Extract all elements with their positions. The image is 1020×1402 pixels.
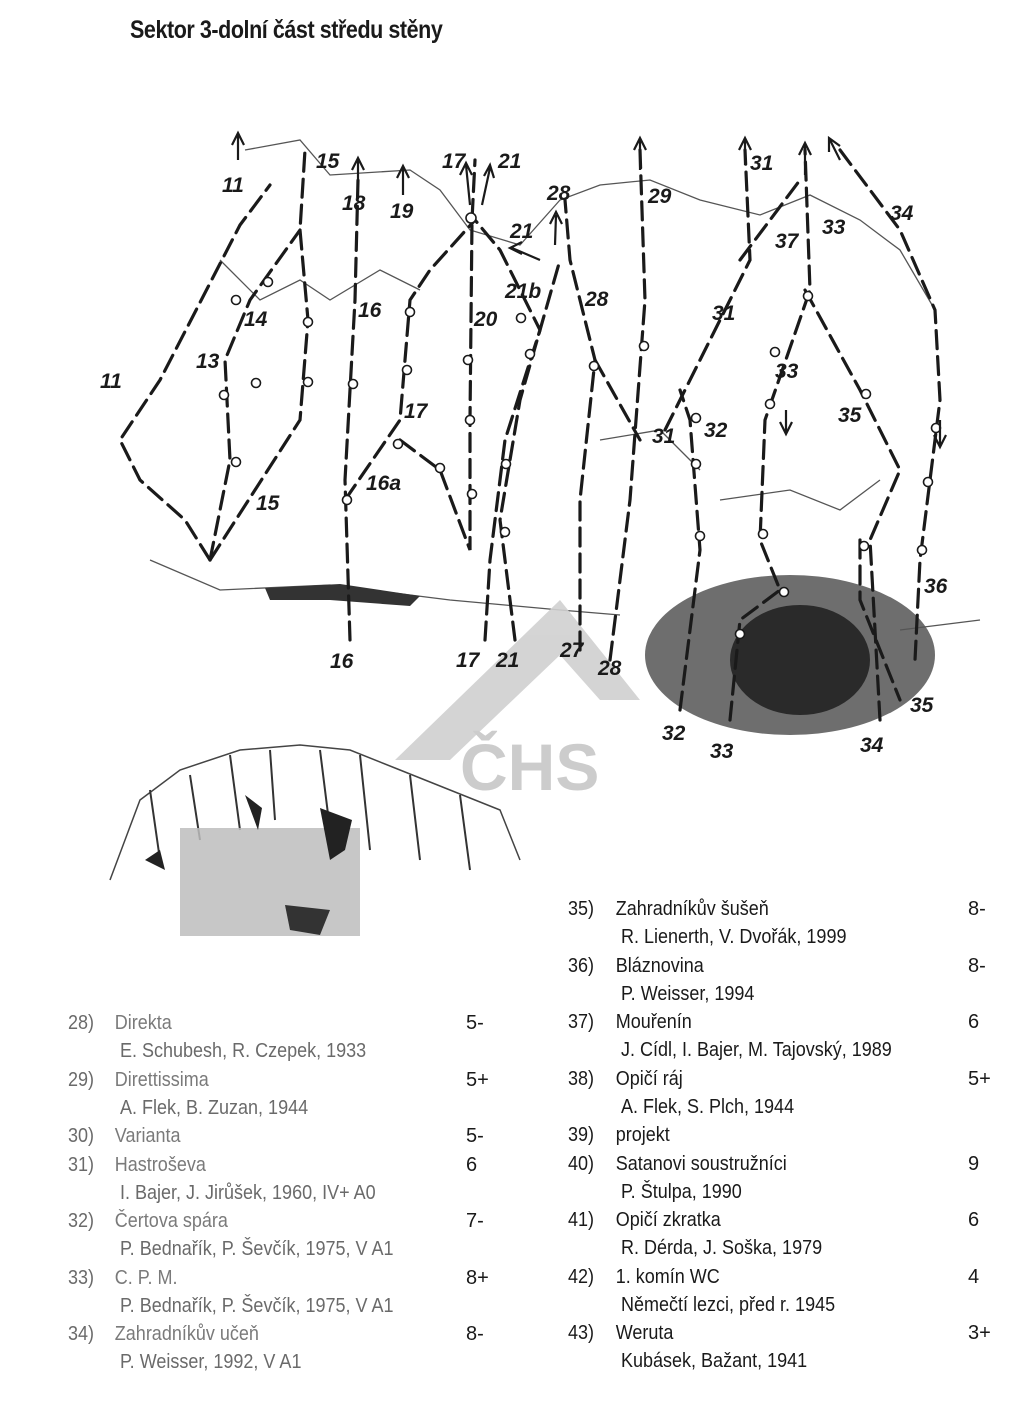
topo-label: 35 bbox=[838, 404, 862, 427]
topo-label: 28 bbox=[547, 182, 571, 205]
topo-label: 15 bbox=[256, 492, 280, 515]
route-authors: P. Weisser, 1994 bbox=[621, 982, 755, 1005]
topo-label: 11 bbox=[222, 174, 244, 197]
chs-watermark bbox=[395, 600, 640, 804]
route-authors: Kubásek, Bažant, 1941 bbox=[621, 1350, 808, 1372]
route-entry bbox=[568, 1068, 1008, 1125]
route-authors: R. Dérda, J. Soška, 1979 bbox=[621, 1237, 823, 1259]
route-authors: E. Schubesh, R. Czepek, 1933 bbox=[120, 1040, 367, 1062]
cave-core bbox=[730, 605, 870, 715]
overhang-shadow bbox=[265, 584, 420, 606]
topo-label: 13 bbox=[196, 350, 220, 373]
route-number: 32) bbox=[68, 1210, 95, 1232]
topo-label: 28 bbox=[585, 288, 609, 311]
route-grade: 6 bbox=[466, 1153, 478, 1176]
topo-label: 20 bbox=[474, 308, 498, 331]
route-grade: 5- bbox=[466, 1012, 484, 1034]
route-name: projekt bbox=[615, 1124, 670, 1146]
route-authors: R. Lienerth, V. Dvořák, 1999 bbox=[621, 926, 847, 948]
route-authors: I. Bajer, J. Jirůšek, 1960, IV+ A0 bbox=[120, 1181, 376, 1204]
route-authors: P. Štulpa, 1990 bbox=[621, 1180, 742, 1203]
route-authors: P. Bednařík, P. Ševčík, 1975, V A1 bbox=[120, 1238, 394, 1260]
topo-label: 32 bbox=[662, 722, 686, 745]
topo-label: 37 bbox=[775, 230, 799, 253]
topo-label: 17 bbox=[456, 649, 480, 672]
route-name: Bláznovina bbox=[615, 954, 704, 977]
route-entry bbox=[568, 1153, 1008, 1210]
topo-label: 16 bbox=[330, 650, 354, 673]
topo-label: 21 bbox=[498, 150, 522, 173]
route-name: Opičí zkratka bbox=[615, 1209, 721, 1231]
topo-label: 33 bbox=[775, 360, 799, 383]
route-grade: 5+ bbox=[968, 1067, 991, 1090]
route-number: 42) bbox=[568, 1265, 595, 1288]
topo-label: 34 bbox=[890, 202, 914, 225]
route-entry bbox=[68, 1210, 508, 1267]
route-grade: 5+ bbox=[466, 1068, 489, 1091]
route-grade: 8- bbox=[466, 1323, 484, 1345]
route-number: 28) bbox=[68, 1012, 95, 1034]
route-list-left bbox=[68, 1012, 508, 1380]
topo-label: 17 bbox=[442, 150, 466, 173]
route-name: Weruta bbox=[615, 1322, 674, 1344]
route-grade: 9 bbox=[968, 1152, 980, 1175]
route-grade: 8+ bbox=[466, 1266, 489, 1289]
route-name: C. P. M. bbox=[114, 1266, 178, 1289]
route-authors: P. Weisser, 1992, V A1 bbox=[120, 1351, 302, 1373]
route-name: Direkta bbox=[114, 1012, 172, 1034]
route-number: 34) bbox=[68, 1323, 95, 1345]
topo-label: 31 bbox=[712, 302, 736, 325]
route-grade: 3+ bbox=[968, 1322, 991, 1344]
route-authors: A. Flek, B. Zuzan, 1944 bbox=[120, 1096, 309, 1119]
topo-label: 31 bbox=[652, 425, 676, 448]
route-number: 37) bbox=[568, 1011, 595, 1033]
route-authors: J. Cídl, I. Bajer, M. Tajovský, 1989 bbox=[621, 1039, 892, 1061]
topo-label: 35 bbox=[910, 694, 934, 717]
topo-label: 14 bbox=[244, 308, 268, 331]
route-name: Direttissima bbox=[114, 1068, 209, 1091]
route-name: Hastroševa bbox=[114, 1153, 206, 1176]
topo-label: 31 bbox=[750, 152, 774, 175]
topo-label: 17 bbox=[404, 400, 428, 423]
topo-label: 21b bbox=[505, 280, 542, 303]
route-grade: 6 bbox=[968, 1209, 980, 1231]
route-entry bbox=[568, 955, 1008, 1012]
page-title: Sektor 3-dolní část středu stěny bbox=[130, 16, 443, 44]
route-entry bbox=[568, 1209, 1008, 1266]
topo-label: 36 bbox=[924, 575, 948, 598]
route-name: Varianta bbox=[114, 1125, 181, 1147]
topo-label: 33 bbox=[710, 740, 734, 763]
route-bolts bbox=[220, 213, 941, 639]
route-number: 33) bbox=[68, 1266, 95, 1289]
route-name: Zahradníkův šušeň bbox=[615, 898, 769, 920]
route-number: 38) bbox=[568, 1067, 595, 1090]
route-number: 36) bbox=[568, 954, 595, 977]
overview-thumbnail bbox=[110, 745, 520, 936]
topo-label: 34 bbox=[860, 734, 884, 757]
route-grade: 5- bbox=[466, 1125, 484, 1147]
route-entry bbox=[68, 1012, 508, 1069]
route-number: 40) bbox=[568, 1152, 595, 1175]
route-entry bbox=[568, 1322, 1008, 1379]
topo-label: 21 bbox=[510, 220, 534, 243]
route-grade: 8- bbox=[968, 954, 986, 977]
route-number: 31) bbox=[68, 1153, 95, 1176]
topo-label: 11 bbox=[100, 370, 122, 393]
route-name: Satanovi soustružníci bbox=[615, 1152, 787, 1175]
route-grade: 6 bbox=[968, 1011, 980, 1033]
topo-label: 32 bbox=[704, 419, 728, 442]
route-authors: P. Bednařík, P. Ševčík, 1975, V A1 bbox=[120, 1294, 394, 1317]
route-grade: 8- bbox=[968, 898, 986, 920]
route-number: 43) bbox=[568, 1322, 595, 1344]
topo-label: 33 bbox=[822, 216, 846, 239]
route-entry bbox=[68, 1323, 508, 1380]
topo-label: 16a bbox=[366, 472, 402, 495]
route-entry bbox=[68, 1069, 508, 1126]
route-grade: 7- bbox=[466, 1210, 484, 1232]
route-grade: 4 bbox=[968, 1265, 980, 1288]
route-entry bbox=[568, 898, 1008, 955]
route-list-right bbox=[568, 898, 1008, 1379]
topo-label: 19 bbox=[390, 200, 414, 223]
topo-label: 16 bbox=[358, 299, 382, 322]
route-authors: A. Flek, S. Plch, 1944 bbox=[621, 1095, 795, 1118]
topo-label: 29 bbox=[648, 185, 672, 208]
route-entry bbox=[568, 1011, 1008, 1068]
topo-label: 21 bbox=[496, 649, 520, 672]
route-name: Opičí ráj bbox=[615, 1067, 683, 1090]
route-authors: Němečtí lezci, před r. 1945 bbox=[621, 1293, 836, 1316]
topo-label: 18 bbox=[342, 192, 366, 215]
topo-label: 15 bbox=[316, 150, 340, 173]
topo-label: 27 bbox=[560, 639, 584, 662]
route-number: 35) bbox=[568, 898, 595, 920]
route-entry bbox=[68, 1125, 508, 1154]
route-name: Mouřenín bbox=[615, 1011, 692, 1033]
route-number: 29) bbox=[68, 1068, 95, 1091]
route-entry bbox=[568, 1124, 1008, 1153]
route-name: Čertova spára bbox=[114, 1210, 228, 1232]
topo-label: 28 bbox=[598, 657, 622, 680]
route-name: Zahradníkův učeň bbox=[114, 1323, 259, 1345]
route-number: 30) bbox=[68, 1125, 95, 1147]
route-entry bbox=[68, 1154, 508, 1211]
route-entry bbox=[568, 1266, 1008, 1323]
watermark-text: ČHS bbox=[460, 730, 600, 804]
route-number: 39) bbox=[568, 1124, 595, 1146]
route-name: 1. komín WC bbox=[615, 1265, 720, 1288]
route-number: 41) bbox=[568, 1209, 595, 1231]
route-entry bbox=[68, 1267, 508, 1324]
